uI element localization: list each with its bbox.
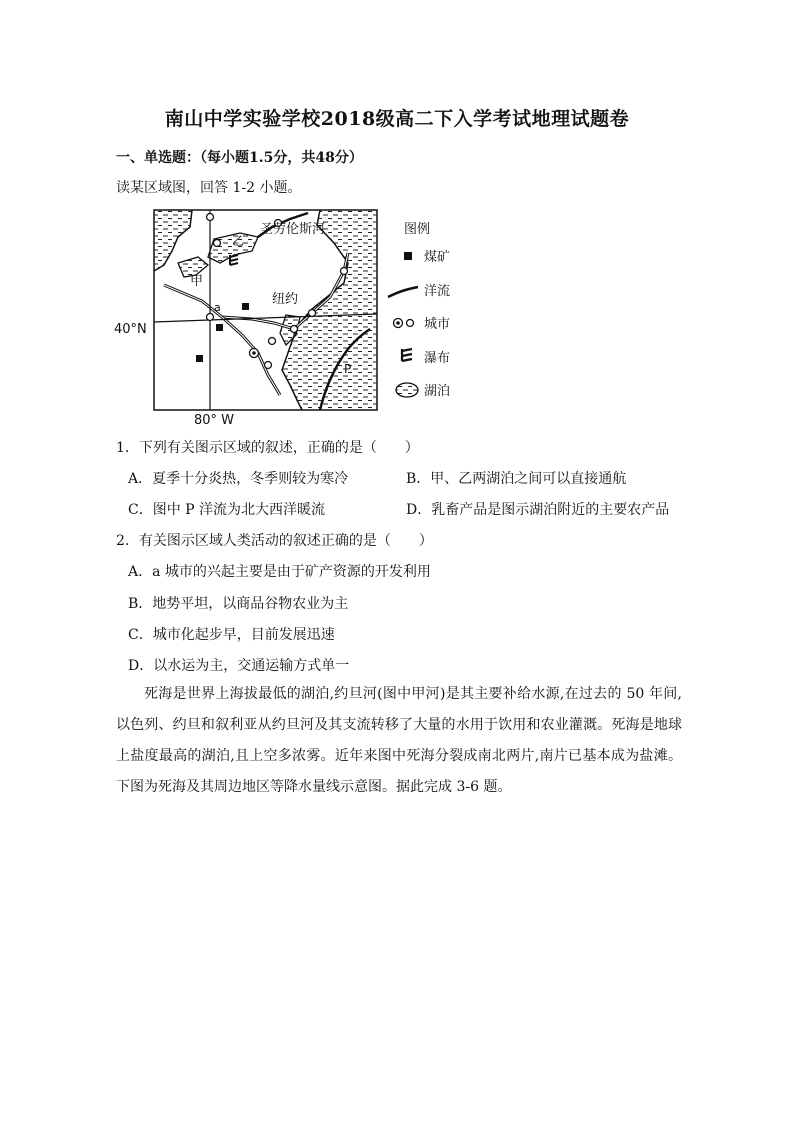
question-intro: 读某区域图，回答 1-2 小题。 <box>116 180 302 196</box>
legend-title: 图例 <box>404 222 431 237</box>
city-marker <box>265 362 272 369</box>
question-1-stem: 1．下列有关图示区域的叙述，正确的是（ ） <box>116 440 419 456</box>
question-2-option-b: B．地势平坦，以商品谷物农业为主 <box>128 596 349 612</box>
label-river: 圣劳伦斯河 <box>260 222 326 237</box>
question-1-option-c: C．图中 P 洋流为北大西洋暖流 <box>128 502 326 518</box>
city-marker <box>291 326 298 333</box>
passage-text: 死海是世界上海拔最低的湖泊,约旦河(图中甲河)是其主要补给水源,在过去的 50 年间,以色列、约旦和叙利亚从约旦河及其支流转移了大量的水用于饮用和农业灌溉。死海是地球上盐度最高的湖泊,且上空多浓雾。近年来图中死海分裂成南北两片,南片已基本成为盐滩。下图为死海及其周边地区等降水量线示意图。据此完成 3-6 题。 <box>116 686 682 795</box>
coal-mine-marker <box>216 324 223 331</box>
city-marker <box>214 240 221 247</box>
label-a: a <box>214 301 221 314</box>
city-marker-newyork <box>309 310 316 317</box>
label-newyork: 纽约 <box>272 292 299 307</box>
city-marker-a <box>207 314 214 321</box>
label-p: P <box>344 362 352 376</box>
legend-capital-dot <box>396 321 400 325</box>
coal-mine-marker <box>242 303 249 310</box>
label-yi: 乙 <box>232 234 245 248</box>
legend-lake-label: 湖泊 <box>424 384 451 399</box>
question-1-option-b: B．甲、乙两湖泊之间可以直接通航 <box>406 471 627 487</box>
region-map <box>112 205 472 427</box>
coal-mine-marker <box>196 355 203 362</box>
question-2-stem: 2．有关图示区域人类活动的叙述正确的是（ ） <box>116 533 433 549</box>
section-heading: 一、单选题：（每小题1.5分，共48分） <box>116 150 363 166</box>
city-marker <box>341 268 348 275</box>
legend-city-label: 城市 <box>424 317 451 332</box>
legend-coal-label: 煤矿 <box>424 250 451 265</box>
legend-city-icon <box>407 320 414 327</box>
question-1-option-a: A．夏季十分炎热，冬季则较为寒冷 <box>128 471 349 487</box>
question-1-option-d: D．乳畜产品是图示湖泊附近的主要农产品 <box>406 502 670 518</box>
question-2-option-d: D．以水运为主，交通运输方式单一 <box>128 658 350 674</box>
legend-lake-icon <box>396 383 418 397</box>
legend-waterfall-label: 瀑布 <box>424 351 451 366</box>
legend-current-label: 洋流 <box>424 284 451 299</box>
question-2-option-c: C．城市化起步早，目前发展迅速 <box>128 627 335 643</box>
label-lon: 80° W <box>194 413 235 427</box>
legend-current-icon <box>388 287 418 297</box>
capital-marker-dot <box>252 351 256 355</box>
label-jia: 甲 <box>190 274 204 289</box>
legend-coal-icon <box>404 252 412 260</box>
reading-passage <box>116 679 682 803</box>
question-2-option-a: A．a 城市的兴起主要是由于矿产资源的开发利用 <box>128 564 431 580</box>
city-marker <box>269 338 276 345</box>
city-marker <box>207 214 214 221</box>
label-lat: 40°N <box>114 322 147 337</box>
legend-waterfall-icon <box>402 349 412 361</box>
page-title: 南山中学实验学校2018级高二下入学考试地理试题卷 <box>164 108 630 130</box>
